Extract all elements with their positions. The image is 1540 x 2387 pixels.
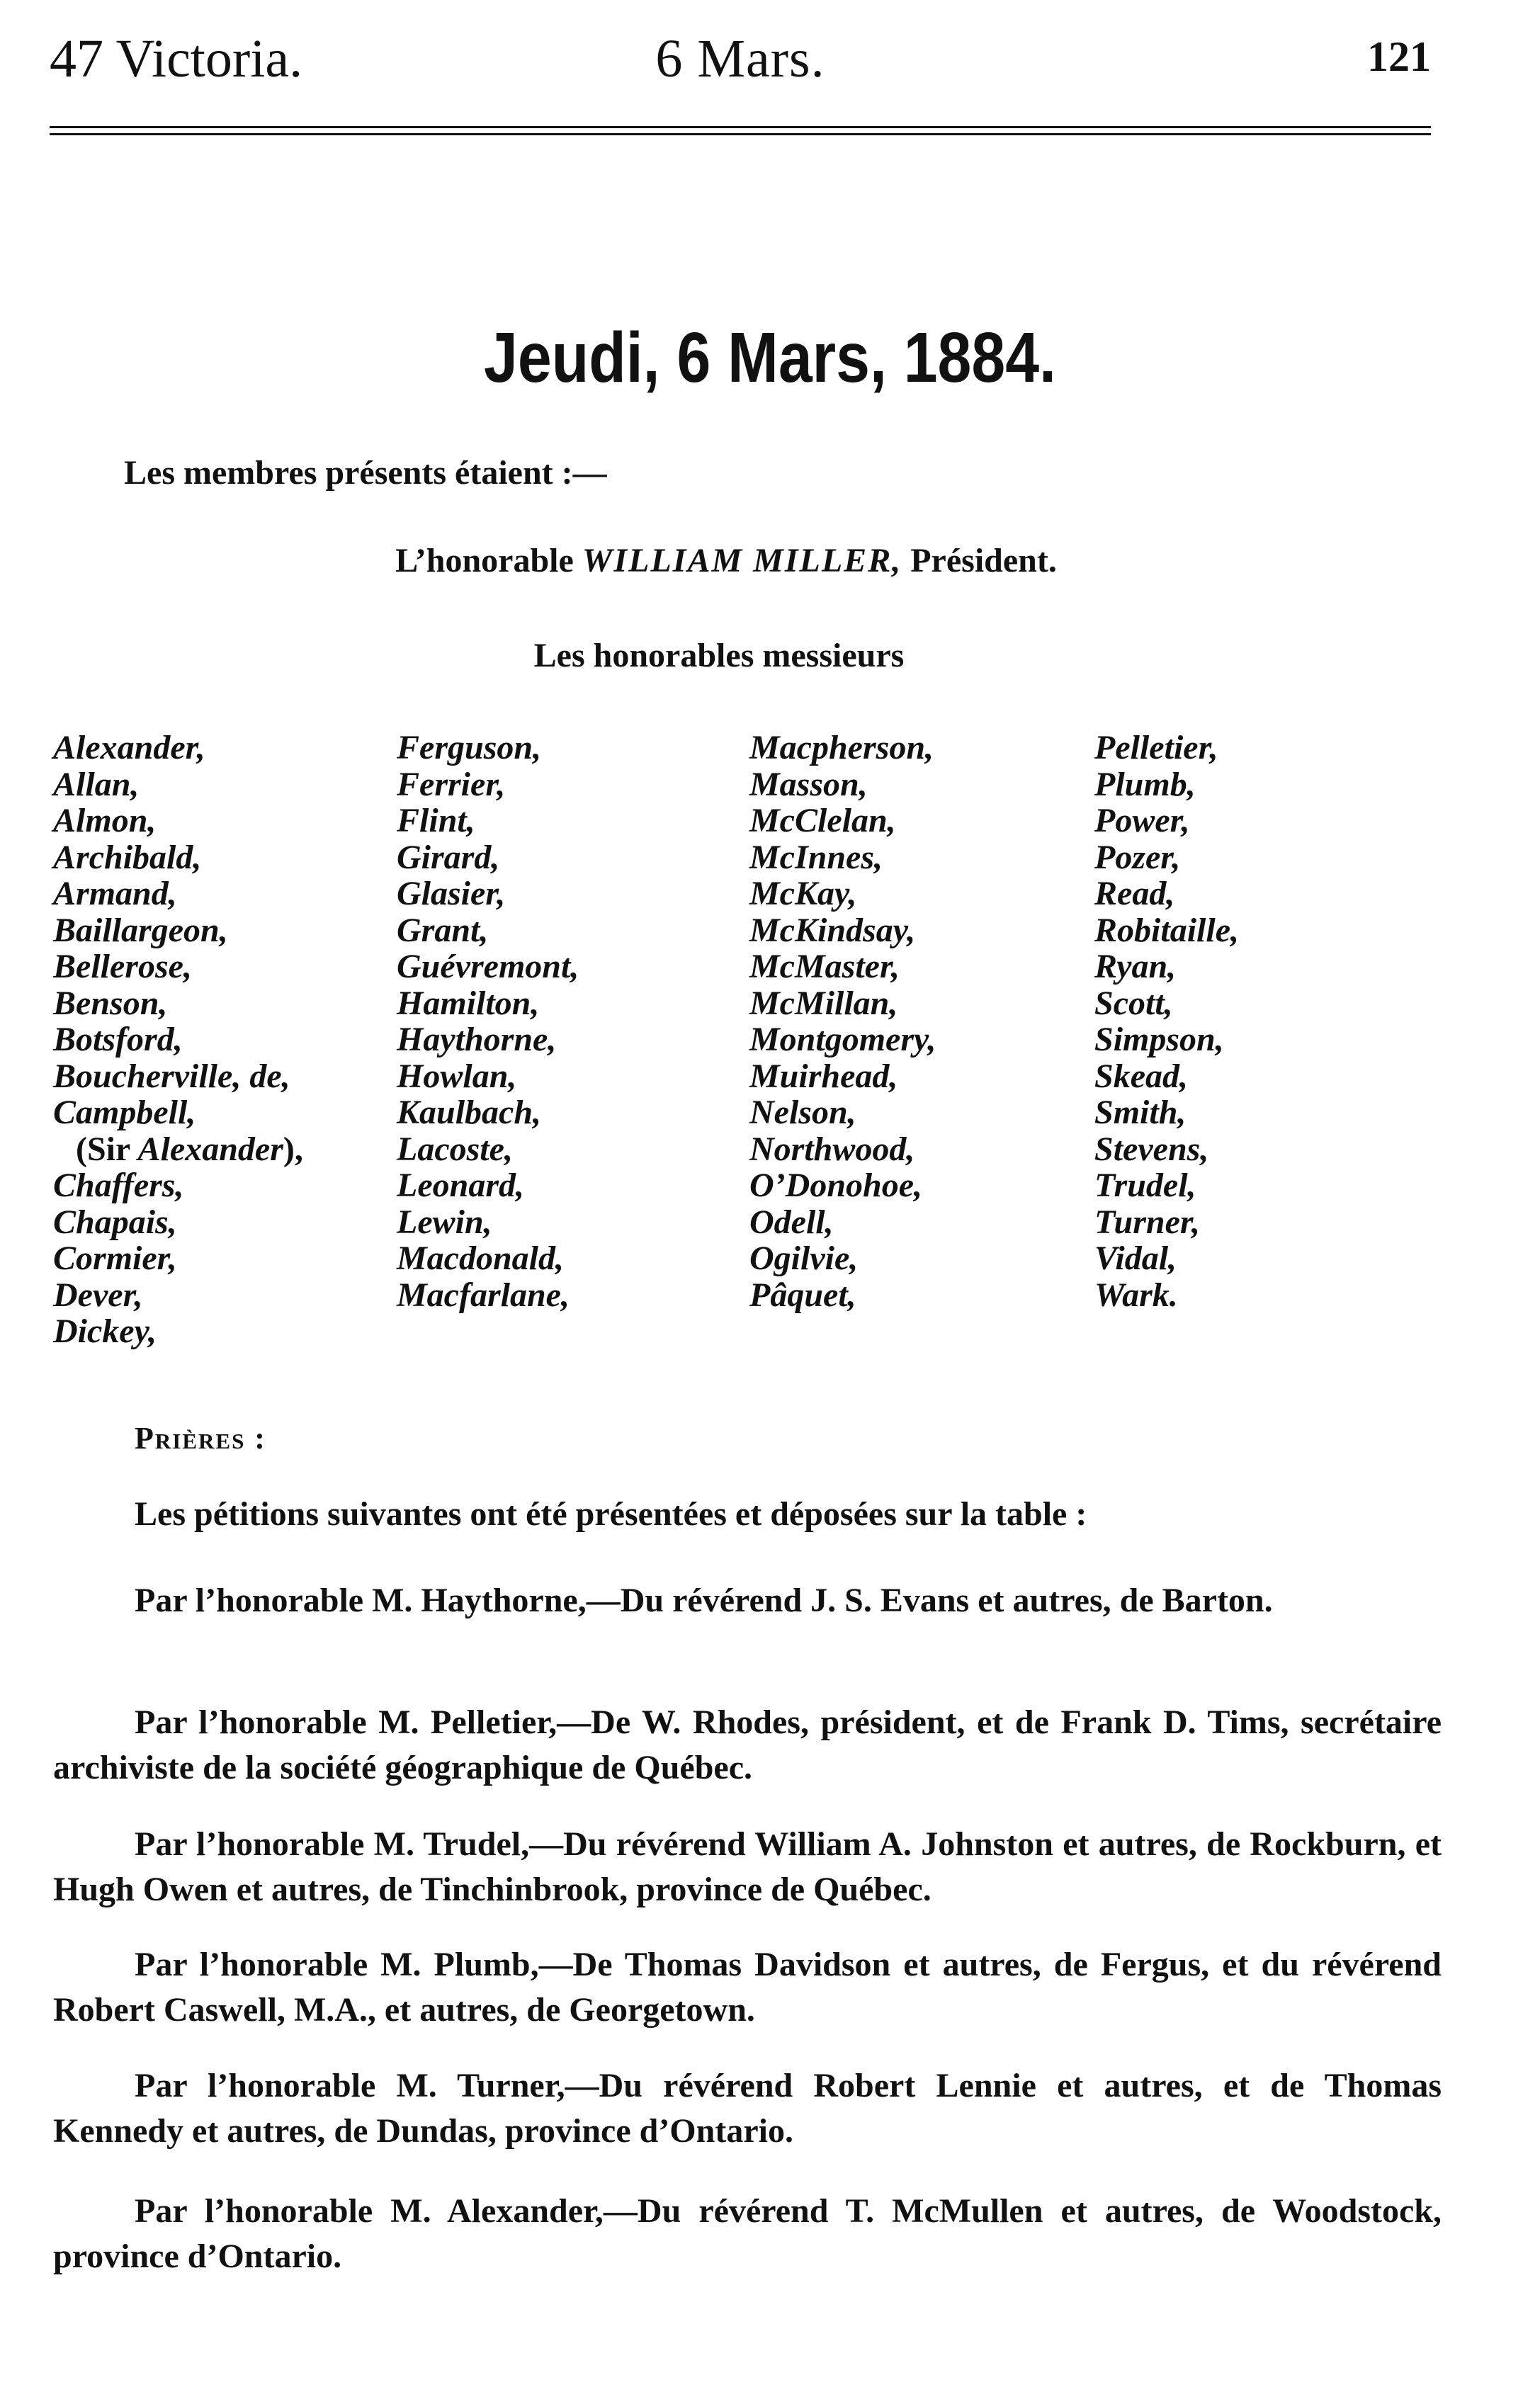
member-name-continuation: (Sir Alexander), [76,1130,303,1168]
member-name: Pelletier, [1094,729,1218,766]
member-name: Howlan, [397,1057,517,1095]
member-name: Montgomery, [749,1021,936,1058]
member-name: Read, [1094,875,1175,912]
member-name: McClelan, [749,802,896,839]
member-name: Pozer, [1094,838,1181,876]
member-name: McInnes, [749,838,883,876]
member-name: Skead, [1094,1057,1188,1095]
member-name: Scott, [1094,984,1173,1022]
president-name: WILLIAM MILLER, [582,542,902,579]
member-name: Nelson, [749,1094,856,1131]
member-name: Vidal, [1094,1240,1177,1277]
member-name: Kaulbach, [397,1094,542,1131]
member-name: Archibald, [53,838,202,876]
petition-paragraph: Par l’honorable M. Trudel,—Du révérend William A. Johnston et autres, de Rockburn, et Hugh Owen et autres, de Tinchinbrook, province de Québec. [53,1825,1442,1908]
president-title: Président. [910,542,1057,579]
header-session: 47 Victoria. [50,29,303,89]
member-name: Simpson, [1094,1021,1224,1058]
header-rule-top [50,126,1431,128]
member-name: Guévremont, [397,948,579,985]
member-name: Ferrier, [397,765,506,803]
member-name: Leonard, [397,1167,524,1204]
member-name: Muirhead, [749,1057,898,1095]
member-name: Masson, [749,765,868,803]
petition-paragraph: Par l’honorable M. Pelletier,—De W. Rhodes, président, et de Frank D. Tims, secrétaire archiviste de la société géographique de Québec. [53,1703,1442,1786]
running-header [50,28,1431,92]
member-name: Wark. [1094,1276,1178,1314]
member-name: McKay, [749,875,857,912]
prayers-heading: Prières : [135,1421,266,1456]
president-prefix: L’honorable [395,542,574,579]
member-name: Plumb, [1094,765,1196,803]
member-name: Power, [1094,802,1190,839]
member-name: Ferguson, [397,729,542,766]
member-name: Bellerose, [53,948,192,985]
member-name: Hamilton, [397,984,540,1022]
members-column-2 [397,730,579,1313]
member-name: Macpherson, [749,729,934,766]
member-name: Macfarlane, [397,1276,570,1314]
members-column-1 [53,730,303,1350]
member-name: Ogilvie, [749,1240,859,1277]
member-name: Glasier, [397,875,506,912]
member-name: Pâquet, [749,1276,856,1314]
member-name: Dickey, [53,1312,157,1350]
member-name: Campbell, [53,1094,196,1131]
petitions-intro: Les pétitions suivantes ont été présentées et déposées sur la table : [135,1495,1087,1533]
member-name: Chaffers, [53,1167,184,1204]
member-name: Robitaille, [1094,911,1239,949]
member-name: Lacoste, [397,1130,513,1168]
members-column-3 [749,730,936,1313]
petition-paragraph: Par l’honorable M. Alexander,—Du révérend T. McMullen et autres, de Woodstock, province d’Ontario. [53,2192,1442,2275]
member-name: Allan, [53,765,140,803]
page-number: 121 [1367,33,1431,80]
petition-paragraph: Par l’honorable M. Plumb,—De Thomas Davidson et autres, de Fergus, et du révérend Robert Caswell, M.A., et autres, de Georgetown. [53,1946,1442,2029]
members-column-4 [1094,730,1239,1313]
member-name: Flint, [397,802,475,839]
member-name: McKindsay, [749,911,916,949]
member-name: Haythorne, [397,1021,557,1058]
member-name: Boucherville, de, [53,1057,290,1095]
member-name: Almon, [53,802,157,839]
member-name: Turner, [1094,1203,1200,1241]
member-name: Botsford, [53,1021,183,1058]
member-name: Ryan, [1094,948,1177,985]
petition-paragraph: Par l’honorable M. Turner,—Du révérend Robert Lennie et autres, et de Thomas Kennedy et autres, de Dundas, province d’Ontario. [53,2067,1442,2150]
member-name: Grant, [397,911,489,949]
members-present-intro: Les membres présents étaient :— [124,454,607,492]
president-line [0,541,1452,580]
member-name: Cormier, [53,1240,177,1277]
header-rule-bottom [50,133,1431,135]
member-name: Macdonald, [397,1240,565,1277]
header-double-rule [50,126,1431,140]
member-name: Baillargeon, [53,911,228,949]
member-name: McMillan, [749,984,898,1022]
petition-paragraph: Par l’honorable M. Haythorne,—Du révérend J. S. Evans et autres, de Barton. [135,1582,1273,1619]
member-name: Chapais, [53,1203,177,1241]
member-name: Girard, [397,838,500,876]
member-name: Odell, [749,1203,834,1241]
member-name: Alexander, [53,729,205,766]
header-date: 6 Mars. [655,29,825,89]
members-heading: Les honorables messieurs [533,637,905,674]
member-name: Stevens, [1094,1130,1209,1168]
member-name: McMaster, [749,948,900,985]
member-name: Trudel, [1094,1167,1196,1204]
member-name: Smith, [1094,1094,1187,1131]
member-name: Northwood, [749,1130,915,1168]
member-name: Lewin, [397,1203,492,1241]
member-name: O’Donohoe, [749,1167,923,1204]
member-name: Armand, [53,875,177,912]
member-name: Dever, [53,1276,143,1314]
sitting-date-title: Jeudi, 6 Mars, 1884. [484,318,1056,397]
member-name: Benson, [53,984,168,1022]
